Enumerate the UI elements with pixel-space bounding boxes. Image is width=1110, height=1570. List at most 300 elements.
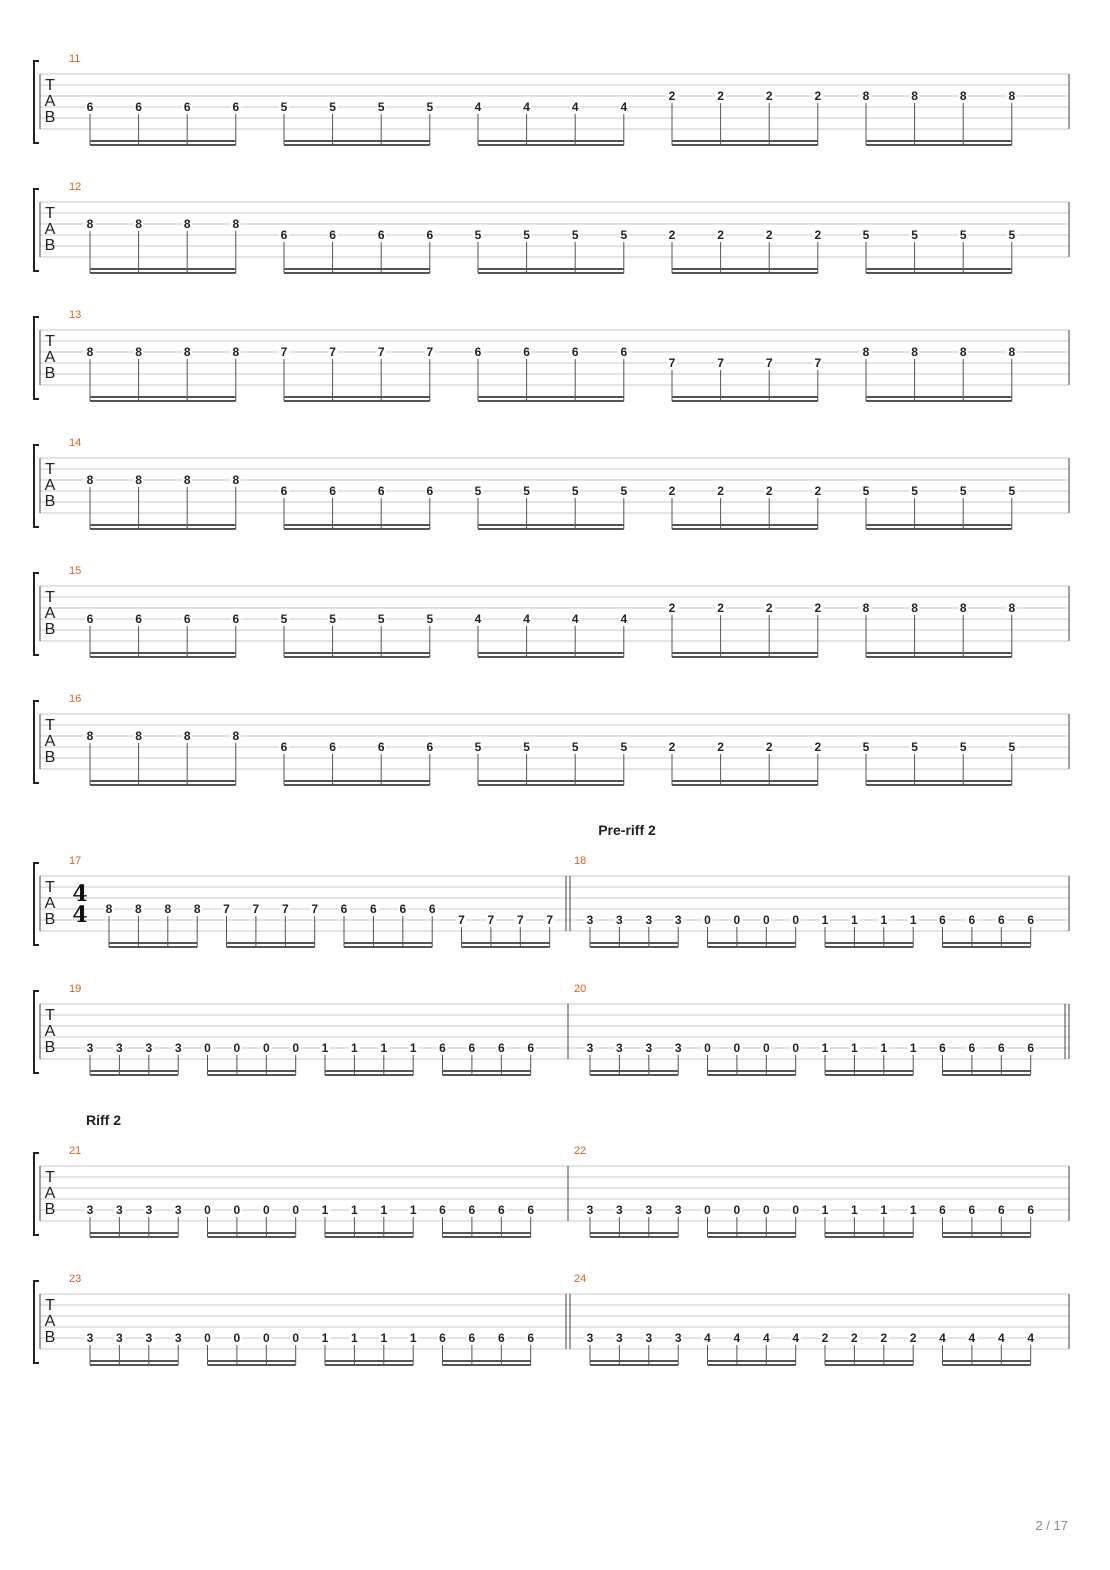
system-bracket xyxy=(34,445,39,527)
fret-number: 7 xyxy=(458,913,465,927)
fret-number: 6 xyxy=(1027,1203,1035,1217)
fret-number: 7 xyxy=(546,913,554,927)
fret-number: 2 xyxy=(821,1331,829,1345)
fret-number: 8 xyxy=(86,473,94,487)
fret-number: 3 xyxy=(645,913,653,927)
measure-number: 23 xyxy=(69,1273,82,1285)
fret-number: 5 xyxy=(280,612,288,626)
fret-number: 6 xyxy=(997,1041,1005,1055)
fret-number: 6 xyxy=(232,612,240,626)
fret-number: 0 xyxy=(704,1041,711,1055)
tab-clef-letter: A xyxy=(44,221,56,238)
fret-number: 8 xyxy=(105,902,113,916)
measure-number: 16 xyxy=(69,693,82,705)
fret-number: 7 xyxy=(311,902,319,916)
fret-number: 0 xyxy=(233,1041,241,1055)
fret-number: 5 xyxy=(959,228,967,242)
fret-number: 6 xyxy=(426,740,434,754)
fret-number: 4 xyxy=(733,1331,741,1345)
fret-number: 8 xyxy=(959,345,967,359)
fret-number: 2 xyxy=(880,1331,888,1345)
fret-number: 8 xyxy=(862,345,870,359)
fret-number: 1 xyxy=(909,1041,917,1055)
fret-number: 7 xyxy=(426,345,434,359)
fret-number: 8 xyxy=(911,345,918,359)
tab-clef-letter: B xyxy=(44,621,56,638)
fret-number: 5 xyxy=(1008,484,1016,498)
fret-number: 1 xyxy=(351,1203,358,1217)
fret-number: 0 xyxy=(262,1331,270,1345)
system-bracket xyxy=(34,863,39,945)
fret-number: 6 xyxy=(439,1331,446,1345)
fret-number: 1 xyxy=(321,1203,329,1217)
fret-number: 5 xyxy=(620,228,628,242)
fret-number: 3 xyxy=(645,1331,653,1345)
fret-number: 6 xyxy=(497,1331,505,1345)
fret-number: 0 xyxy=(762,1041,770,1055)
fret-number: 2 xyxy=(814,740,822,754)
fret-number: 1 xyxy=(821,913,829,927)
system-bracket xyxy=(34,1281,39,1363)
fret-number: 1 xyxy=(909,913,917,927)
measure-number: 20 xyxy=(574,983,587,995)
tab-clef-letter: B xyxy=(44,237,56,254)
fret-number: 2 xyxy=(765,228,773,242)
fret-number: 8 xyxy=(232,729,240,743)
fret-number: 5 xyxy=(862,740,870,754)
fret-number: 5 xyxy=(620,740,628,754)
fret-number: 6 xyxy=(377,740,385,754)
fret-number: 0 xyxy=(204,1331,211,1345)
tab-clef-letter: B xyxy=(44,493,56,510)
fret-number: 3 xyxy=(645,1203,653,1217)
fret-number: 7 xyxy=(281,902,289,916)
fret-number: 8 xyxy=(183,473,191,487)
fret-number: 6 xyxy=(135,612,142,626)
fret-number: 7 xyxy=(765,356,773,370)
fret-number: 1 xyxy=(880,1203,888,1217)
fret-number: 4 xyxy=(474,612,482,626)
fret-number: 1 xyxy=(821,1203,829,1217)
fret-number: 0 xyxy=(733,1203,741,1217)
fret-number: 8 xyxy=(959,601,967,615)
fret-number: 2 xyxy=(814,484,822,498)
fret-number: 5 xyxy=(523,740,530,754)
fret-number: 1 xyxy=(909,1203,917,1217)
fret-number: 4 xyxy=(571,100,579,114)
fret-number: 3 xyxy=(616,1203,623,1217)
fret-number: 3 xyxy=(116,1203,123,1217)
tab-clef-letter: A xyxy=(44,895,56,912)
fret-number: 2 xyxy=(814,228,822,242)
fret-number: 8 xyxy=(862,601,870,615)
fret-number: 3 xyxy=(645,1041,653,1055)
fret-number: 5 xyxy=(1008,740,1016,754)
fret-number: 6 xyxy=(428,902,436,916)
fret-number: 0 xyxy=(762,913,770,927)
fret-number: 2 xyxy=(717,89,724,103)
fret-number: 7 xyxy=(280,345,288,359)
section-marker: Pre-riff 2 xyxy=(598,822,656,838)
fret-number: 6 xyxy=(968,1203,976,1217)
fret-number: 6 xyxy=(1027,1041,1035,1055)
fret-number: 5 xyxy=(620,484,628,498)
fret-number: 5 xyxy=(911,484,918,498)
tab-clef-letter: B xyxy=(44,1201,56,1218)
fret-number: 4 xyxy=(762,1331,770,1345)
fret-number: 3 xyxy=(174,1041,182,1055)
tab-clef-letter: T xyxy=(45,1007,55,1024)
fret-number: 6 xyxy=(527,1041,535,1055)
fret-number: 6 xyxy=(370,902,377,916)
measure-number: 24 xyxy=(574,1273,587,1285)
fret-number: 6 xyxy=(426,484,434,498)
fret-number: 8 xyxy=(86,729,94,743)
fret-number: 5 xyxy=(959,484,967,498)
fret-number: 6 xyxy=(340,902,348,916)
fret-number: 6 xyxy=(939,1041,946,1055)
time-signature-bottom: 4 xyxy=(72,902,88,928)
fret-number: 6 xyxy=(468,1041,476,1055)
fret-number: 8 xyxy=(135,345,142,359)
fret-number: 0 xyxy=(262,1203,270,1217)
fret-number: 0 xyxy=(292,1203,300,1217)
fret-number: 6 xyxy=(527,1331,535,1345)
fret-number: 2 xyxy=(814,601,822,615)
fret-number: 6 xyxy=(1027,913,1035,927)
fret-number: 6 xyxy=(377,228,385,242)
fret-number: 2 xyxy=(668,601,676,615)
fret-number: 8 xyxy=(1008,345,1016,359)
fret-number: 4 xyxy=(704,1331,711,1345)
fret-number: 3 xyxy=(674,1041,682,1055)
fret-number: 1 xyxy=(851,1203,858,1217)
fret-number: 5 xyxy=(571,484,579,498)
fret-number: 6 xyxy=(571,345,579,359)
fret-number: 0 xyxy=(204,1203,211,1217)
fret-number: 3 xyxy=(145,1331,153,1345)
fret-number: 2 xyxy=(668,740,676,754)
fret-number: 6 xyxy=(523,345,530,359)
fret-number: 5 xyxy=(426,612,434,626)
fret-number: 8 xyxy=(164,902,172,916)
fret-number: 6 xyxy=(474,345,482,359)
tab-clef-letter: A xyxy=(44,349,56,366)
fret-number: 1 xyxy=(409,1203,417,1217)
system-bracket xyxy=(34,317,39,399)
tab-clef-letter: T xyxy=(45,879,55,896)
measure-number: 21 xyxy=(69,1145,82,1157)
fret-number: 6 xyxy=(86,100,94,114)
fret-number: 6 xyxy=(377,484,385,498)
fret-number: 1 xyxy=(321,1331,329,1345)
fret-number: 3 xyxy=(586,1203,594,1217)
fret-number: 6 xyxy=(968,913,976,927)
fret-number: 8 xyxy=(86,345,94,359)
tab-clef-letter: A xyxy=(44,733,56,750)
fret-number: 0 xyxy=(292,1331,300,1345)
tab-clef-letter: A xyxy=(44,93,56,110)
fret-number: 7 xyxy=(814,356,822,370)
fret-number: 0 xyxy=(792,1041,800,1055)
tab-clef-letter: T xyxy=(45,77,55,94)
fret-number: 2 xyxy=(668,228,676,242)
fret-number: 3 xyxy=(86,1331,94,1345)
tab-clef-letter: T xyxy=(45,205,55,222)
fret-number: 3 xyxy=(674,1331,682,1345)
fret-number: 8 xyxy=(135,217,142,231)
fret-number: 5 xyxy=(523,228,530,242)
fret-number: 0 xyxy=(704,913,711,927)
fret-number: 8 xyxy=(959,89,967,103)
fret-number: 6 xyxy=(135,100,142,114)
measure-number: 18 xyxy=(574,855,587,867)
fret-number: 3 xyxy=(586,1041,594,1055)
measure-number: 15 xyxy=(69,565,82,577)
fret-number: 8 xyxy=(1008,601,1016,615)
fret-number: 5 xyxy=(571,740,579,754)
system-bracket xyxy=(34,61,39,143)
fret-number: 7 xyxy=(668,356,676,370)
fret-number: 2 xyxy=(765,484,773,498)
fret-number: 6 xyxy=(329,740,336,754)
fret-number: 5 xyxy=(377,612,385,626)
tab-clef-letter: T xyxy=(45,461,55,478)
system-bracket xyxy=(34,701,39,783)
system-bracket xyxy=(34,1153,39,1235)
tab-clef-letter: A xyxy=(44,1313,56,1330)
fret-number: 7 xyxy=(487,913,495,927)
fret-number: 6 xyxy=(968,1041,976,1055)
fret-number: 2 xyxy=(668,484,676,498)
section-marker: Riff 2 xyxy=(86,1112,121,1128)
fret-number: 3 xyxy=(674,1203,682,1217)
fret-number: 4 xyxy=(620,612,628,626)
fret-number: 8 xyxy=(911,601,918,615)
fret-number: 5 xyxy=(959,740,967,754)
measure-number: 12 xyxy=(69,181,82,193)
fret-number: 8 xyxy=(135,729,142,743)
fret-number: 1 xyxy=(380,1041,388,1055)
fret-number: 8 xyxy=(232,345,240,359)
fret-number: 1 xyxy=(409,1331,417,1345)
fret-number: 7 xyxy=(252,902,260,916)
fret-number: 4 xyxy=(792,1331,800,1345)
fret-number: 0 xyxy=(233,1331,241,1345)
fret-number: 6 xyxy=(232,100,240,114)
time-signature-top: 4 xyxy=(72,881,88,907)
fret-number: 3 xyxy=(145,1203,153,1217)
tab-clef-letter: A xyxy=(44,1023,56,1040)
fret-number: 6 xyxy=(280,228,288,242)
fret-number: 6 xyxy=(939,913,946,927)
system-bracket xyxy=(34,991,39,1073)
fret-number: 0 xyxy=(233,1203,241,1217)
fret-number: 8 xyxy=(232,473,240,487)
fret-number: 5 xyxy=(426,100,434,114)
fret-number: 1 xyxy=(351,1041,358,1055)
fret-number: 6 xyxy=(497,1041,505,1055)
fret-number: 8 xyxy=(193,902,201,916)
fret-number: 0 xyxy=(292,1041,300,1055)
fret-number: 1 xyxy=(351,1331,358,1345)
fret-number: 0 xyxy=(792,913,800,927)
fret-number: 6 xyxy=(439,1203,446,1217)
fret-number: 6 xyxy=(468,1331,476,1345)
fret-number: 4 xyxy=(968,1331,976,1345)
fret-number: 1 xyxy=(321,1041,329,1055)
tab-clef-letter: A xyxy=(44,477,56,494)
fret-number: 1 xyxy=(409,1041,417,1055)
tab-clef-letter: B xyxy=(44,1039,56,1056)
measure-number: 22 xyxy=(574,1145,587,1157)
fret-number: 6 xyxy=(329,228,336,242)
fret-number: 2 xyxy=(717,601,724,615)
fret-number: 6 xyxy=(280,484,288,498)
fret-number: 4 xyxy=(474,100,482,114)
fret-number: 6 xyxy=(997,913,1005,927)
tab-clef-letter: A xyxy=(44,605,56,622)
tab-clef-letter: T xyxy=(45,717,55,734)
fret-number: 3 xyxy=(86,1203,94,1217)
fret-number: 6 xyxy=(426,228,434,242)
fret-number: 5 xyxy=(862,484,870,498)
fret-number: 2 xyxy=(909,1331,917,1345)
fret-number: 8 xyxy=(862,89,870,103)
fret-number: 6 xyxy=(439,1041,446,1055)
fret-number: 1 xyxy=(380,1203,388,1217)
fret-number: 3 xyxy=(586,1331,594,1345)
tab-clef-letter: B xyxy=(44,109,56,126)
fret-number: 7 xyxy=(377,345,385,359)
fret-number: 5 xyxy=(571,228,579,242)
fret-number: 7 xyxy=(223,902,230,916)
fret-number: 4 xyxy=(997,1331,1005,1345)
fret-number: 2 xyxy=(717,740,724,754)
fret-number: 8 xyxy=(1008,89,1016,103)
fret-number: 1 xyxy=(880,913,888,927)
fret-number: 4 xyxy=(939,1331,946,1345)
fret-number: 3 xyxy=(616,913,623,927)
fret-number: 6 xyxy=(86,612,94,626)
fret-number: 2 xyxy=(765,89,773,103)
fret-number: 5 xyxy=(911,228,918,242)
fret-number: 0 xyxy=(204,1041,211,1055)
fret-number: 7 xyxy=(516,913,524,927)
fret-number: 7 xyxy=(717,356,724,370)
fret-number: 2 xyxy=(717,484,724,498)
fret-number: 8 xyxy=(135,902,142,916)
fret-number: 5 xyxy=(329,100,336,114)
measure-number: 13 xyxy=(69,309,82,321)
fret-number: 4 xyxy=(571,612,579,626)
fret-number: 0 xyxy=(733,913,741,927)
fret-number: 3 xyxy=(616,1331,623,1345)
fret-number: 6 xyxy=(183,100,191,114)
fret-number: 3 xyxy=(586,913,594,927)
fret-number: 6 xyxy=(939,1203,946,1217)
tab-clef-letter: T xyxy=(45,333,55,350)
fret-number: 4 xyxy=(523,100,530,114)
fret-number: 5 xyxy=(474,228,482,242)
system-bracket xyxy=(34,573,39,655)
fret-number: 3 xyxy=(174,1331,182,1345)
fret-number: 1 xyxy=(851,913,858,927)
fret-number: 7 xyxy=(329,345,336,359)
page-number: 2 / 17 xyxy=(1035,1518,1068,1533)
fret-number: 3 xyxy=(86,1041,94,1055)
fret-number: 5 xyxy=(329,612,336,626)
fret-number: 1 xyxy=(821,1041,829,1055)
tab-clef-letter: T xyxy=(45,1169,55,1186)
fret-number: 1 xyxy=(380,1331,388,1345)
tab-clef-letter: B xyxy=(44,749,56,766)
fret-number: 5 xyxy=(474,740,482,754)
fret-number: 3 xyxy=(674,913,682,927)
fret-number: 4 xyxy=(523,612,530,626)
fret-number: 0 xyxy=(792,1203,800,1217)
fret-number: 5 xyxy=(1008,228,1016,242)
fret-number: 2 xyxy=(668,89,676,103)
fret-number: 0 xyxy=(704,1203,711,1217)
fret-number: 5 xyxy=(377,100,385,114)
fret-number: 0 xyxy=(262,1041,270,1055)
fret-number: 2 xyxy=(814,89,822,103)
fret-number: 4 xyxy=(620,100,628,114)
fret-number: 8 xyxy=(183,729,191,743)
fret-number: 6 xyxy=(527,1203,535,1217)
fret-number: 8 xyxy=(911,89,918,103)
measure-number: 11 xyxy=(69,53,81,65)
fret-number: 3 xyxy=(174,1203,182,1217)
fret-number: 6 xyxy=(399,902,407,916)
system-bracket xyxy=(34,189,39,271)
fret-number: 2 xyxy=(851,1331,858,1345)
measure-number: 19 xyxy=(69,983,82,995)
fret-number: 6 xyxy=(280,740,288,754)
fret-number: 6 xyxy=(329,484,336,498)
fret-number: 3 xyxy=(116,1331,123,1345)
fret-number: 0 xyxy=(762,1203,770,1217)
fret-number: 5 xyxy=(523,484,530,498)
fret-number: 8 xyxy=(183,217,191,231)
tab-clef-letter: T xyxy=(45,589,55,606)
fret-number: 2 xyxy=(765,601,773,615)
tab-clef-letter: B xyxy=(44,1329,56,1346)
fret-number: 1 xyxy=(851,1041,858,1055)
fret-number: 6 xyxy=(997,1203,1005,1217)
fret-number: 5 xyxy=(911,740,918,754)
fret-number: 3 xyxy=(616,1041,623,1055)
fret-number: 5 xyxy=(474,484,482,498)
fret-number: 8 xyxy=(232,217,240,231)
fret-number: 1 xyxy=(880,1041,888,1055)
measure-number: 17 xyxy=(69,855,82,867)
fret-number: 2 xyxy=(765,740,773,754)
fret-number: 0 xyxy=(733,1041,741,1055)
fret-number: 8 xyxy=(183,345,191,359)
measure-number: 14 xyxy=(69,437,82,449)
fret-number: 5 xyxy=(862,228,870,242)
fret-number: 6 xyxy=(183,612,191,626)
fret-number: 8 xyxy=(135,473,142,487)
fret-number: 8 xyxy=(86,217,94,231)
fret-number: 4 xyxy=(1027,1331,1035,1345)
fret-number: 2 xyxy=(717,228,724,242)
fret-number: 6 xyxy=(468,1203,476,1217)
tab-clef-letter: B xyxy=(44,365,56,382)
fret-number: 3 xyxy=(116,1041,123,1055)
